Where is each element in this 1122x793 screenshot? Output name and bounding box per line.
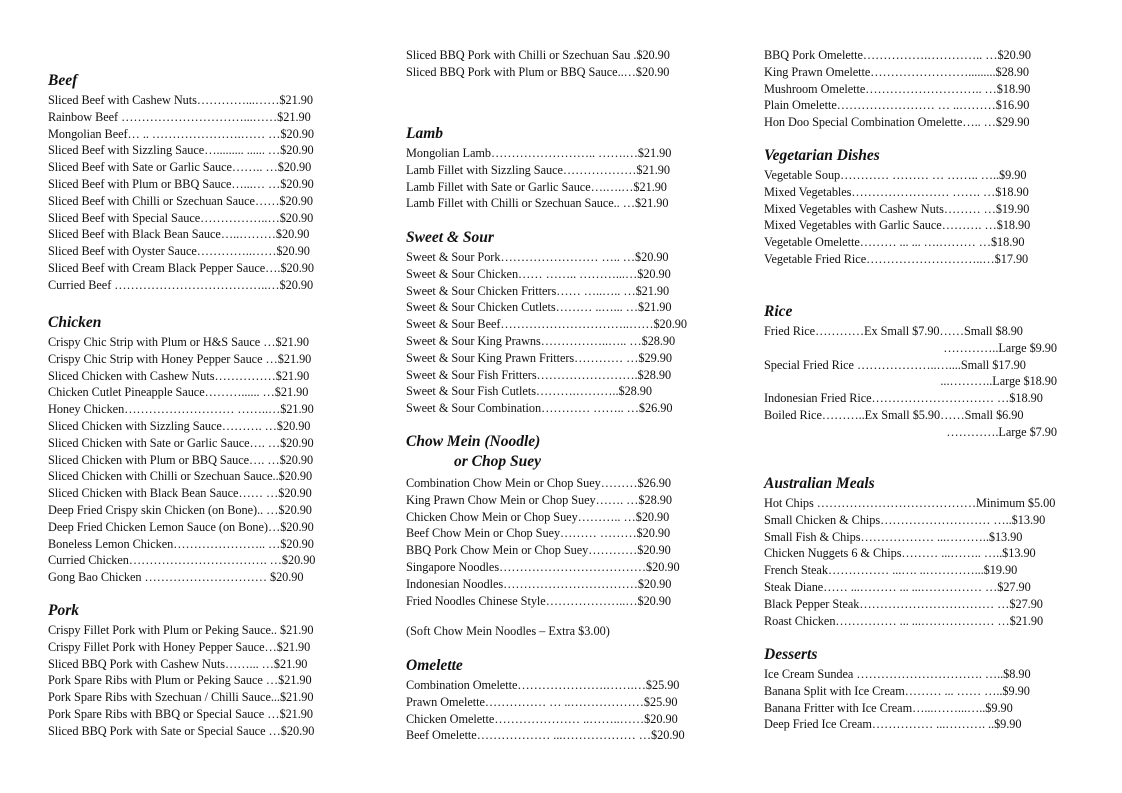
- menu-item: Mixed Vegetables with Garlic Sauce………. …$18.90: [764, 218, 1031, 233]
- menu-item: Sweet & Sour Combination………… …….. …$26.90: [406, 401, 673, 416]
- note-text: (Soft Chow Mein Noodles – Extra $3.00): [406, 624, 610, 638]
- menu-item: Sliced Beef with Cashew Nuts…………...……$21.90: [48, 93, 313, 107]
- menu-item: Sliced BBQ Pork with Sate or Special Sauce …$20.90: [48, 723, 315, 738]
- menu-item: Mongolian Lamb…………………….. …….…$21.90: [406, 146, 672, 160]
- menu-item: King Prawn Chow Mein or Chop Suey……. …$28.90: [406, 492, 672, 507]
- menu-item: Sweet & Sour Chicken Fritters…… …..….. …$21.90: [406, 283, 670, 298]
- menu-item: BBQ Pork Chow Mein or Chop Suey…………$20.90: [406, 543, 671, 558]
- section-heading: Australian Meals: [764, 475, 875, 492]
- menu-item: Mixed Vegetables…………………… ……. …$18.90: [764, 184, 1029, 199]
- menu-item: Crispy Fillet Pork with Plum or Peking Sauce.. $21.90: [48, 623, 314, 637]
- menu-item: Sliced Beef with Plum or BBQ Sauce…...… …$20.90: [48, 176, 314, 191]
- section-heading: Omelette: [406, 657, 463, 674]
- menu-item: Sliced Beef with Black Bean Sauce…..………$20.90: [48, 227, 310, 242]
- menu-item: Sliced Beef with Oyster Sauce…………..……$20.90: [48, 244, 310, 259]
- menu-item-size-option: ...………..Large $18.90: [940, 374, 1057, 389]
- menu-item: Sliced BBQ Pork with Cashew Nuts……... …$21.90: [48, 656, 308, 671]
- menu-item: Sweet & Sour Chicken…… …….. ………...…$20.90: [406, 266, 671, 281]
- menu-item: Hon Doo Special Combination Omelette….. …$29.90: [764, 115, 1030, 130]
- section-heading: Vegetarian Dishes: [764, 147, 880, 164]
- menu-item: Sweet & Sour King Prawn Fritters………… …$29.90: [406, 350, 672, 365]
- menu-item: Sweet & Sour Fish Cutlets……….………..$28.90: [406, 384, 652, 399]
- menu-item: Small Chicken & Chips……………………… …..$13.90: [764, 512, 1046, 527]
- menu-item: Vegetable Fried Rice………………………..…$17.90: [764, 251, 1029, 266]
- menu-item: Sweet & Sour Beef…………………………..……$20.90: [406, 317, 687, 332]
- menu-item: Pork Spare Ribs with BBQ or Special Sauce …$21.90: [48, 706, 313, 721]
- menu-item: Gong Bao Chicken ………………………… $20.90: [48, 570, 304, 585]
- menu-item: Lamb Fillet with Chilli or Szechuan Sauce.. …$21.90: [406, 196, 669, 211]
- menu-item: Banana Fritter with Ice Cream…...……...…..$9.90: [764, 700, 1013, 715]
- menu-item: Vegetable Soup………… ……… … …….. …..$9.90: [764, 168, 1027, 182]
- menu-item: Sliced Beef with Sate or Garlic Sauce…….. …$20.90: [48, 160, 312, 175]
- menu-item: Rainbow Beef …………………………...……$21.90: [48, 109, 311, 124]
- menu-item: Beef Omelette……………… ...……………… …$20.90: [406, 728, 685, 743]
- section-rice: [764, 303, 1069, 441]
- menu-item: Curried Chicken……………………………. …$20.90: [48, 553, 316, 568]
- section-heading: Pork: [48, 602, 79, 619]
- section-pork-continued: [406, 47, 706, 81]
- menu-item: Boneless Lemon Chicken………………….. …$20.90: [48, 536, 314, 551]
- section-subheading: or Chop Suey: [454, 453, 541, 470]
- section-heading: Desserts: [764, 646, 818, 663]
- menu-item-size-option: ………….Large $7.90: [946, 424, 1057, 439]
- menu-item: Mongolian Beef… .. ………………….…… …$20.90: [48, 126, 314, 141]
- section-lamb: [406, 125, 706, 212]
- menu-item: Crispy Chic Strip with Honey Pepper Sauce …$21.90: [48, 351, 312, 366]
- menu-item: Sliced Beef with Chilli or Szechuan Sauce……$20.90: [48, 193, 313, 208]
- menu-item: Chicken Chow Mein or Chop Suey……….. …$20.90: [406, 509, 670, 524]
- menu-item: Special Fried Rice ………………..…....Small $17.90: [764, 357, 1026, 372]
- menu-item: Combination Chow Mein or Chop Suey………$26.90: [406, 476, 671, 490]
- menu-item: Banana Split with Ice Cream……… ... …… …..$9.90: [764, 683, 1030, 698]
- menu-item: Sweet & Sour Fish Fritters…………………….$28.90: [406, 367, 672, 382]
- section-chow-mein: [406, 433, 706, 609]
- section-chicken: [48, 314, 353, 586]
- menu-item: Mixed Vegetables with Cashew Nuts……… …$19.90: [764, 201, 1030, 216]
- menu-item: Sweet & Sour Chicken Cutlets……… ..…... …$21.90: [406, 300, 672, 315]
- menu-item: Sweet & Sour Pork…………………… ….. …$20.90: [406, 250, 669, 264]
- menu-item: Sliced Chicken with Black Bean Sauce…… …$20.90: [48, 486, 312, 501]
- menu-item: Deep Fried Ice Cream…………… ...………. ..$9.90: [764, 717, 1022, 732]
- menu-item: Chicken Nuggets 6 & Chips……… ...…….. …..$13.90: [764, 546, 1036, 561]
- menu-item: Sliced Beef with Special Sauce……………..…$20.90: [48, 210, 314, 225]
- menu-item: Combination Omelette………………….…….…$25.90: [406, 678, 680, 692]
- menu-item: Hot Chips …………………………………Minimum $5.00: [764, 496, 1056, 510]
- menu-item: Sliced BBQ Pork with Chilli or Szechuan Sau .$20.90: [406, 48, 670, 62]
- menu-item: Sliced Beef with Sizzling Sauce…......... ...... …$20.90: [48, 143, 314, 158]
- menu-item: Sliced Chicken with Plum or BBQ Sauce…. …$20.90: [48, 452, 314, 467]
- menu-item: Crispy Chic Strip with Plum or H&S Sauce …$21.90: [48, 335, 309, 349]
- menu-item: Sliced Chicken with Chilli or Szechuan Sauce..$20.90: [48, 469, 313, 484]
- menu-item: Ice Cream Sundea …………………………. …..$8.90: [764, 667, 1031, 681]
- section-heading: Sweet & Sour: [406, 229, 494, 246]
- menu-item: Lamb Fillet with Sizzling Sauce………………$21.90: [406, 162, 670, 177]
- section-heading: Rice: [764, 303, 793, 320]
- menu-item: Beef Chow Mein or Chop Suey……… ………$20.90: [406, 526, 671, 541]
- menu-item: Prawn Omelette…………… … ..………………$25.90: [406, 694, 678, 709]
- menu-item: Sweet & Sour King Prawns……………..….. …$28.90: [406, 333, 676, 348]
- menu-item: Fried Noodles Chinese Style………………..…$20.90: [406, 593, 672, 608]
- section-omelette: [406, 657, 706, 744]
- section-heading: Beef: [48, 72, 78, 89]
- menu-item: King Prawn Omelette…………………….........$28.90: [764, 64, 1029, 79]
- section-heading: Chow Mein (Noodle): [406, 433, 541, 450]
- menu-item: Deep Fried Chicken Lemon Sauce (on Bone)…$20.90: [48, 519, 314, 534]
- menu-item: Sliced Chicken with Sate or Garlic Sauce…. …$20.90: [48, 435, 314, 450]
- section-australian-meals: [764, 475, 1069, 629]
- section-desserts: [764, 646, 1069, 733]
- menu-item: Curried Beef ………………………………..…$20.90: [48, 277, 314, 292]
- menu-item-size-option: …………..Large $9.90: [943, 340, 1057, 355]
- menu-item: Lamb Fillet with Sate or Garlic Sauce….….…$21.90: [406, 179, 667, 194]
- menu-item: Sliced Beef with Cream Black Pepper Sauce….$20.90: [48, 260, 314, 275]
- menu-item: Black Pepper Steak…………………………… …$27.90: [764, 596, 1043, 611]
- section-omelette-continued: [764, 47, 1069, 131]
- menu-item: Vegetable Omelette……… ... ... ….……… …$18.90: [764, 235, 1025, 250]
- menu-item: Pork Spare Ribs with Plum or Peking Sauce …$21.90: [48, 673, 312, 688]
- menu-item: Indonesian Fried Rice………………………… …$18.90: [764, 391, 1043, 406]
- section-beef: [48, 72, 353, 294]
- menu-item: Honey Chicken……………………… ……..…$21.90: [48, 402, 314, 417]
- menu-item: Chicken Omelette………………… ..……..……$20.90: [406, 711, 678, 726]
- menu-item: Sliced Chicken with Cashew Nuts……………$21.90: [48, 368, 310, 383]
- menu-item: Small Fish & Chips……………… ...………..$13.90: [764, 529, 1023, 544]
- section-heading: Chicken: [48, 314, 102, 331]
- menu-item: French Steak…………… ...…. ..…………...$19.90: [764, 563, 1018, 578]
- menu-item: Crispy Fillet Pork with Honey Pepper Sauce…$21.90: [48, 639, 311, 654]
- section-sweet-and-sour: [406, 229, 706, 417]
- menu-item: Fried Rice…………Ex Small $7.90……Small $8.90: [764, 324, 1023, 338]
- section-heading: Lamb: [406, 125, 444, 142]
- menu-item: BBQ Pork Omelette…………….………….. …$20.90: [764, 48, 1031, 62]
- menu-item: Roast Chicken…………… ... ...……………… …$21.90: [764, 613, 1044, 628]
- menu-item: Chicken Cutlet Pineapple Sauce………...... …$21.90: [48, 385, 309, 400]
- menu-item: Mushroom Omelette……………………….. …$18.90: [764, 81, 1031, 96]
- menu-item: Indonesian Noodles……………………………$20.90: [406, 576, 672, 591]
- menu-item: Deep Fried Crispy skin Chicken (on Bone).. …$20.90: [48, 502, 312, 517]
- section-pork: [48, 602, 353, 740]
- menu-item: Boiled Rice………..Ex Small $5.90……Small $6.90: [764, 407, 1024, 422]
- menu-item: Sliced Chicken with Sizzling Sauce………. …$20.90: [48, 418, 311, 433]
- section-vegetarian: [764, 147, 1069, 268]
- menu-item: Steak Diane…… ...……… ... ...…………… …$27.90: [764, 579, 1031, 594]
- menu-item: Sliced BBQ Pork with Plum or BBQ Sauce..…$20.90: [406, 64, 670, 79]
- menu-item: Plain Omelette…………………… … ..………$16.90: [764, 98, 1030, 113]
- noodle-note: [406, 623, 706, 640]
- menu-item: Singapore Noodles………………………………$20.90: [406, 559, 680, 574]
- menu-item: Pork Spare Ribs with Szechuan / Chilli Sauce...$21.90: [48, 690, 314, 705]
